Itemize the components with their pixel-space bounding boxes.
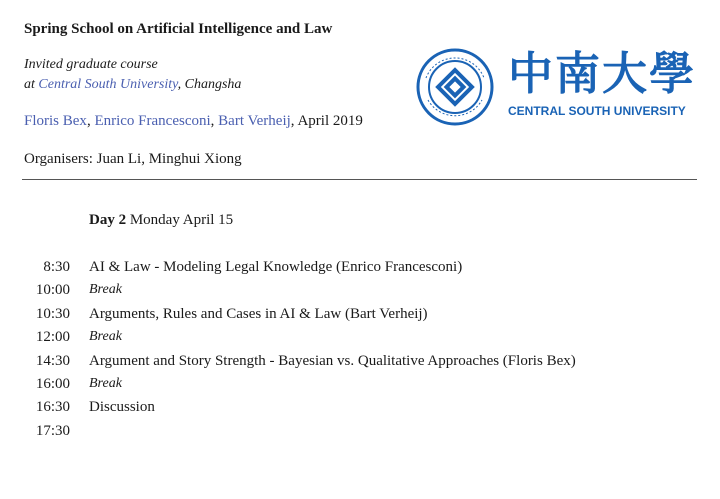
course-at: at (24, 77, 39, 92)
schedule-row (0, 376, 720, 399)
schedule-list (0, 259, 720, 446)
schedule-event: Arguments, Rules and Cases in AI & Law (Bart Verheij) (89, 305, 428, 322)
schedule-time: 12:00 (35, 329, 70, 346)
day-heading (89, 212, 233, 229)
course-location (24, 77, 241, 93)
schedule-row (0, 306, 720, 329)
schedule-event: Discussion (89, 399, 155, 416)
schedule-time: 16:00 (35, 375, 70, 392)
schedule-time: 14:30 (35, 352, 70, 369)
course-city: , Changsha (177, 77, 242, 92)
lecturer-link-verheij[interactable]: Bart Verheij (218, 113, 291, 129)
schedule-event: Argument and Story Strength - Bayesian vs. Qualitative Approaches (Floris Bex) (89, 352, 576, 369)
schedule-row (0, 399, 720, 422)
schedule-time: 8:30 (43, 259, 70, 275)
schedule-row (0, 353, 720, 376)
schedule-row (0, 259, 720, 282)
university-logo (416, 47, 697, 124)
university-seal-icon (416, 48, 494, 126)
schedule-event-break: Break (89, 329, 122, 345)
lecturer-sep: , (210, 113, 219, 129)
schedule-time: 16:30 (35, 399, 70, 416)
schedule-event-break: Break (89, 375, 122, 391)
day-label: Day 2 (89, 212, 127, 228)
organisers: Organisers: Juan Li, Minghui Xiong (24, 151, 242, 167)
schedule-event-break: Break (89, 282, 122, 298)
header-divider (22, 179, 697, 180)
lecturers-line (24, 113, 363, 130)
schedule-time: 10:30 (35, 305, 70, 322)
schedule-row (0, 282, 720, 305)
schedule-row (0, 423, 720, 446)
university-name-chinese: 中南大學 (508, 47, 697, 100)
university-link[interactable]: Central South University (38, 77, 178, 92)
lecturer-sep: , (86, 113, 95, 129)
date-suffix: , April 2019 (290, 113, 363, 129)
schedule-event: AI & Law - Modeling Legal Knowledge (Enrico Francesconi) (89, 259, 463, 275)
schedule-row (0, 329, 720, 352)
lecturer-link-bex[interactable]: Floris Bex (24, 113, 87, 129)
schedule-time: 10:00 (35, 282, 70, 299)
schedule-time: 17:30 (35, 422, 70, 439)
page-title: Spring School on Artificial Intelligence and Law (24, 21, 333, 37)
lecturer-link-francesconi[interactable]: Enrico Francesconi (94, 113, 211, 129)
day-date: Monday April 15 (126, 212, 234, 228)
university-name-english: CENTRAL SOUTH UNIVERSITY (508, 104, 686, 118)
course-type: Invited graduate course (24, 57, 158, 72)
